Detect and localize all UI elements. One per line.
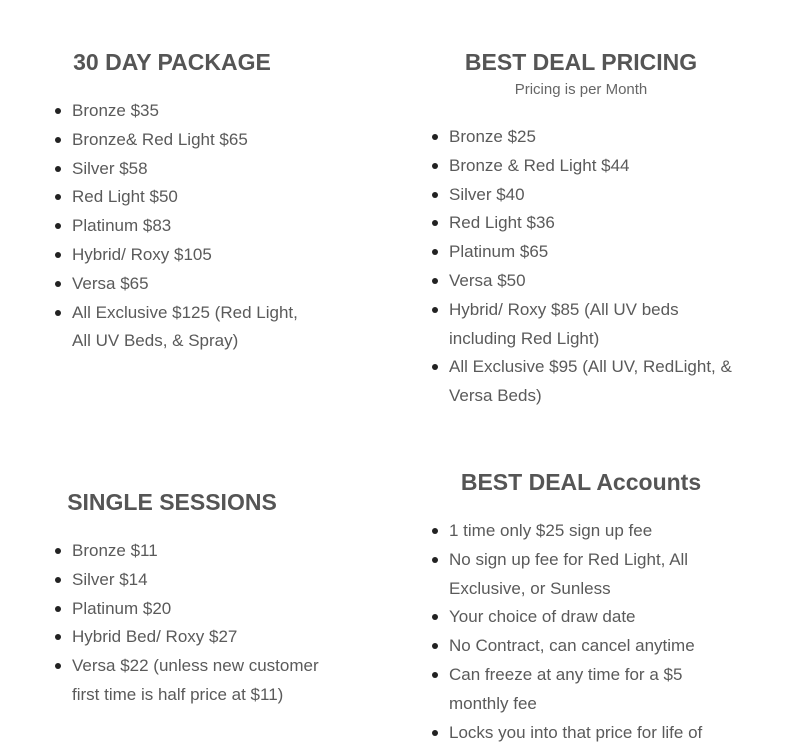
list-item: Platinum $83 (72, 212, 302, 241)
best-deal-pricing-heading: BEST DEAL PRICING (464, 49, 698, 75)
list-item: Red Light $50 (72, 183, 302, 212)
single-sessions-section (50, 487, 330, 710)
list-item: Your choice of draw date (449, 603, 739, 632)
list-item: 1 time only $25 sign up fee (449, 517, 739, 546)
list-item: Hybrid/ Roxy $85 (All UV beds including Red Light) (449, 296, 749, 354)
best-deal-pricing-subtitle: Pricing is per Month (514, 81, 648, 98)
single-sessions-heading: SINGLE SESSIONS (67, 489, 277, 515)
list-item: Bronze $25 (449, 123, 749, 152)
best-deal-accounts-section (427, 467, 757, 747)
thirty-day-package-list (50, 97, 302, 356)
list-item: All Exclusive $95 (All UV, RedLight, & Versa Beds) (449, 353, 749, 411)
list-item: Bronze & Red Light $44 (449, 152, 749, 181)
list-item: Hybrid Bed/ Roxy $27 (72, 623, 327, 652)
list-item: Red Light $36 (449, 209, 749, 238)
list-item: Versa $65 (72, 270, 302, 299)
list-item: Platinum $65 (449, 238, 749, 267)
list-item: Silver $40 (449, 181, 749, 210)
best-deal-pricing-section (427, 47, 757, 411)
thirty-day-package-section (50, 47, 330, 356)
list-item: Hybrid/ Roxy $105 (72, 241, 302, 270)
list-item: Silver $14 (72, 566, 327, 595)
list-item: Silver $58 (72, 155, 302, 184)
list-item: No Contract, can cancel anytime (449, 632, 739, 661)
list-item: Versa $50 (449, 267, 749, 296)
list-item: No sign up fee for Red Light, All Exclusive, or Sunless (449, 546, 739, 604)
single-sessions-list (50, 537, 327, 710)
list-item: Bronze $35 (72, 97, 302, 126)
list-item: All Exclusive $125 (Red Light, All UV Beds, & Spray) (72, 299, 302, 357)
list-item: Versa $22 (unless new customer first time is half price at $11) (72, 652, 327, 710)
thirty-day-package-heading: 30 DAY PACKAGE (73, 49, 271, 75)
list-item: Can freeze at any time for a $5 monthly fee (449, 661, 739, 719)
list-item: Bronze& Red Light $65 (72, 126, 302, 155)
best-deal-accounts-heading: BEST DEAL Accounts (460, 469, 702, 495)
list-item: Locks you into that price for life of (449, 719, 739, 748)
best-deal-accounts-list (427, 517, 739, 747)
list-item: Platinum $20 (72, 595, 327, 624)
list-item: Bronze $11 (72, 537, 327, 566)
best-deal-pricing-list (427, 123, 749, 411)
